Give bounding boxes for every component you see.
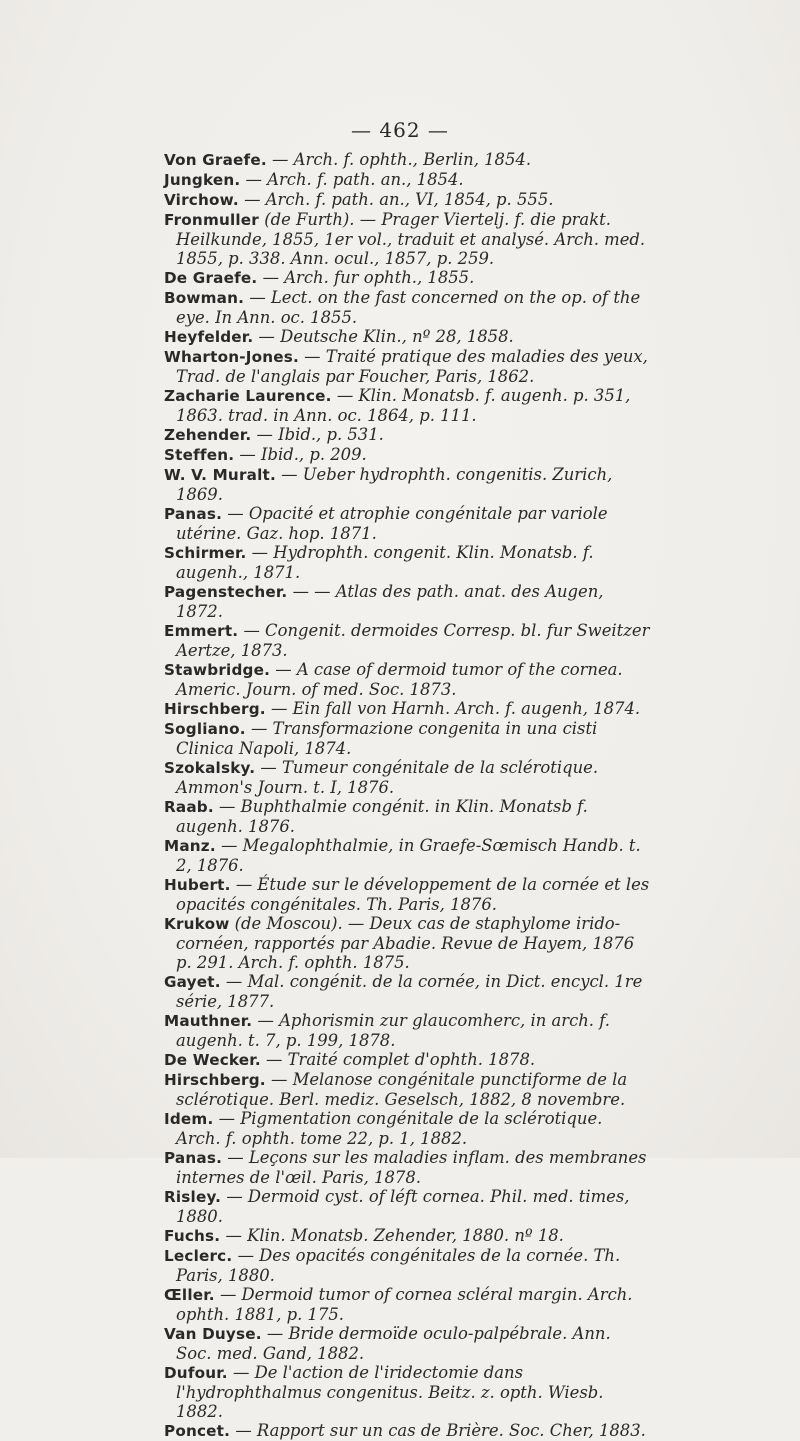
entry-author: Wharton-Jones. [164, 348, 299, 366]
bibliography-entry [164, 1246, 650, 1285]
bibliography-list [164, 150, 650, 1441]
entry-author: Stawbridge. [164, 661, 271, 679]
bibliography-entry [164, 660, 650, 699]
bibliography-entry [164, 386, 650, 425]
entry-reference: — Dermoid tumor of cornea scléral margin. Arch. ophth. 1881, p. 175. [176, 1285, 633, 1324]
entry-author: Jungken. [164, 171, 241, 189]
entry-author: Fuchs. [164, 1227, 221, 1245]
bibliography-entry [164, 699, 650, 719]
entry-reference: — Opacité et atrophie congénitale par variole utérine. Gaz. hop. 1871. [176, 504, 608, 543]
entry-author: Panas. [164, 1149, 223, 1167]
entry-reference: — Ibid., p. 209. [234, 445, 367, 464]
bibliography-entry [164, 914, 650, 972]
entry-reference: — Klin. Monatsb. Zehender, 1880. nº 18. [220, 1226, 564, 1245]
bibliography-entry [164, 758, 650, 797]
bibliography-entry [164, 1421, 650, 1441]
bibliography-entry [164, 347, 650, 386]
entry-reference: — A case of dermoid tumor of the cornea. Americ. Journ. of med. Soc. 1873. [176, 660, 623, 699]
entry-author: Hubert. [164, 876, 231, 894]
entry-author: Szokalsky. [164, 759, 256, 777]
entry-reference: — Tumeur congénitale de la sclérotique. Ammon's Journ. t. I, 1876. [176, 758, 599, 797]
entry-reference: — Dermoid cyst. of léft cornea. Phil. med. times, 1880. [176, 1187, 630, 1226]
bibliography-entry [164, 268, 650, 288]
entry-reference: — Traité complet d'ophth. 1878. [260, 1050, 536, 1069]
bibliography-entry [164, 150, 650, 170]
entry-author: Mauthner. [164, 1012, 253, 1030]
entry-author: Idem. [164, 1110, 214, 1128]
entry-author: Zehender. [164, 426, 252, 444]
entry-reference: — Leçons sur les maladies inflam. des membranes internes de l'œil. Paris, 1878. [176, 1148, 647, 1187]
entry-reference: — Arch. f. path. an., 1854. [240, 170, 464, 189]
bibliography-entry [164, 1226, 650, 1246]
entry-reference: — Des opacités congénitales de la cornée. Th. Paris, 1880. [176, 1246, 621, 1285]
bibliography-entry [164, 875, 650, 914]
entry-author: Risley. [164, 1188, 222, 1206]
entry-reference: — Mal. congénit. de la cornée, in Dict. encycl. 1re série, 1877. [176, 972, 643, 1011]
bibliography-entry [164, 1363, 650, 1421]
entry-author: Heyfelder. [164, 328, 254, 346]
entry-author: Van Duyse. [164, 1325, 262, 1343]
entry-author: Pagenstecher. [164, 583, 288, 601]
bibliography-entry [164, 972, 650, 1011]
entry-author: De Graefe. [164, 269, 258, 287]
entry-reference: — Congenit. dermoides Corresp. bl. fur Sweitzer Aertze, 1873. [176, 621, 650, 660]
entry-reference: — Étude sur le développement de la cornée et les opacités congénitales. Th. Paris, 1876. [176, 875, 650, 914]
bibliography-entry [164, 190, 650, 210]
entry-author: De Wecker. [164, 1051, 261, 1069]
entry-author: Krukow [164, 915, 230, 933]
entry-author: Emmert. [164, 622, 239, 640]
entry-reference: — Rapport sur un cas de Brière. Soc. Cher, 1883. [230, 1421, 646, 1440]
entry-reference: — Melanose congénitale punctiforme de la sclérotique. Berl. mediz. Geselsch, 1882, 8 novembre. [176, 1070, 628, 1109]
bibliography-entry [164, 1324, 650, 1363]
entry-reference: (de Furth). — Prager Viertelj. f. die prakt. Heilkunde, 1855, 1er vol., traduit et analysé. Arch. med. 1855, p. 338. Ann. ocul., 1857, p. 259. [176, 210, 646, 268]
entry-reference: — Ueber hydrophth. congenitis. Zurich, 1869. [176, 465, 613, 504]
entry-reference: — Buphthalmie congénit. in Klin. Monatsb f. augenh. 1876. [176, 797, 588, 836]
bibliography-entry [164, 425, 650, 445]
entry-author: Leclerc. [164, 1247, 233, 1265]
bibliography-entry [164, 836, 650, 875]
entry-author: Gayet. [164, 973, 221, 991]
bibliography-entry [164, 543, 650, 582]
entry-reference: — De l'action de l'iridectomie dans l'hydrophthalmus congenitus. Beitz. z. opth. Wiesb. 1882. [176, 1363, 604, 1421]
entry-reference: — Transformazione congenita in una cisti Clinica Napoli, 1874. [176, 719, 598, 758]
entry-reference: — — Atlas des path. anat. des Augen, 1872. [176, 582, 604, 621]
entry-reference: — Arch. fur ophth., 1855. [257, 268, 475, 287]
entry-reference: — Bride dermoïde oculo-palpébrale. Ann. Soc. med. Gand, 1882. [176, 1324, 611, 1363]
entry-author: Bowman. [164, 289, 245, 307]
bibliography-entry [164, 210, 650, 268]
bibliography-entry [164, 504, 650, 543]
entry-reference: — Aphorismin zur glaucomherc, in arch. f. augenh. t. 7, p. 199, 1878. [176, 1011, 610, 1050]
entry-author: Poncet. [164, 1422, 231, 1440]
bibliography-entry [164, 1187, 650, 1226]
bibliography-entry [164, 170, 650, 190]
bibliography-entry [164, 1070, 650, 1109]
entry-author: Dufour. [164, 1364, 228, 1382]
bibliography-entry [164, 288, 650, 327]
bibliography-entry [164, 719, 650, 758]
bibliography-entry [164, 465, 650, 504]
entry-author: Virchow. [164, 191, 239, 209]
entry-reference: (de Moscou). — Deux cas de staphylome irido-cornéen, rapportés par Abadie. Revue de Hayem, 1876 p. 291. Arch. f. ophth. 1875. [176, 914, 635, 972]
bibliography-entry [164, 1285, 650, 1324]
entry-author: W. V. Muralt. [164, 466, 276, 484]
bibliography-entry [164, 1011, 650, 1050]
entry-reference: — Lect. on the fast concerned on the op. of the eye. In Ann. oc. 1855. [176, 288, 641, 327]
entry-author: Œller. [164, 1286, 215, 1304]
entry-reference: — Megalophthalmie, in Graefe-Sœmisch Handb. t. 2, 1876. [176, 836, 641, 875]
entry-reference: — Pigmentation congénitale de la sclérotique. Arch. f. ophth. tome 22, p. 1, 1882. [176, 1109, 603, 1148]
bibliography-entry [164, 797, 650, 836]
entry-reference: — Traité pratique des maladies des yeux, Trad. de l'anglais par Foucher, Paris, 1862. [176, 347, 648, 386]
entry-reference: — Hydrophth. congenit. Klin. Monatsb. f. augenh., 1871. [176, 543, 594, 582]
bibliography-entry [164, 1109, 650, 1148]
entry-author: Zacharie Laurence. [164, 387, 332, 405]
page-number: — 462 — [351, 118, 449, 142]
entry-author: Hirschberg. [164, 700, 266, 718]
entry-author: Raab. [164, 798, 214, 816]
bibliography-entry [164, 621, 650, 660]
entry-reference: — Ein fall von Harnh. Arch. f. augenh, 1874. [265, 699, 641, 718]
entry-author: Sogliano. [164, 720, 246, 738]
bibliography-entry [164, 445, 650, 465]
bibliography-entry [164, 327, 650, 347]
entry-reference: — Klin. Monatsb. f. augenh. p. 351, 1863. trad. in Ann. oc. 1864, p. 111. [176, 386, 631, 425]
entry-author: Von Graefe. [164, 151, 267, 169]
entry-reference: — Arch. f. ophth., Berlin, 1854. [266, 150, 532, 169]
entry-reference: — Deutsche Klin., nº 28, 1858. [253, 327, 514, 346]
bibliography-entry [164, 582, 650, 621]
entry-author: Steffen. [164, 446, 235, 464]
bibliography-entry [164, 1050, 650, 1070]
entry-author: Fronmuller [164, 211, 259, 229]
entry-author: Hirschberg. [164, 1071, 266, 1089]
entry-reference: — Ibid., p. 531. [251, 425, 384, 444]
bibliography-entry [164, 1148, 650, 1187]
entry-author: Schirmer. [164, 544, 247, 562]
entry-author: Panas. [164, 505, 223, 523]
entry-author: Manz. [164, 837, 216, 855]
entry-reference: — Arch. f. path. an., VI, 1854, p. 555. [238, 190, 554, 209]
